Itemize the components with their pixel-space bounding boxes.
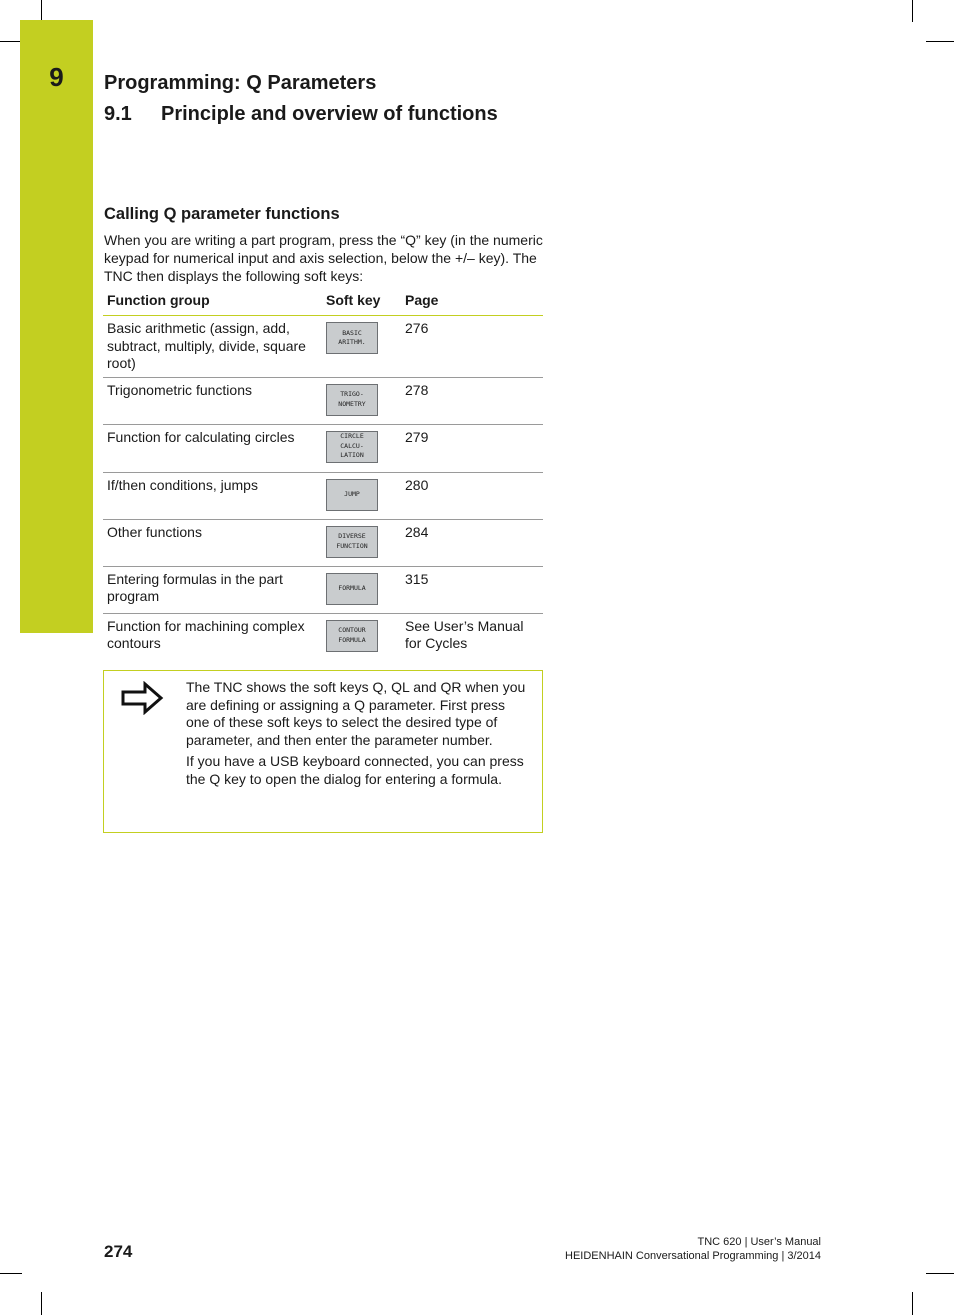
- softkey-cell: [322, 377, 401, 424]
- note-box: [103, 670, 543, 833]
- section-title: Principle and overview of functions: [161, 103, 498, 125]
- page-cell: See User’s Manual for Cycles: [405, 617, 524, 651]
- page-cell: 315: [401, 566, 543, 613]
- function-cell: Trigonometric functions: [103, 377, 322, 424]
- softkey-diverse-function: DIVERSE FUNCTION: [326, 526, 378, 558]
- subsection-heading: Calling Q parameter functions: [104, 205, 340, 223]
- note-paragraph: The TNC shows the soft keys Q, QL and QR when you are defining or assigning a Q parameter. First press one of these soft keys to select the desired type of parameter, and then enter the parameter number.: [186, 679, 526, 748]
- softkey-jump: JUMP: [326, 479, 378, 511]
- crop-mark: [912, 1292, 913, 1315]
- softkey-cell: [322, 316, 401, 378]
- function-cell: Entering formulas in the part program: [103, 566, 322, 613]
- page-cell: 280: [401, 472, 543, 519]
- function-cell: Function for calculating circles: [103, 424, 322, 472]
- function-cell: Basic arithmetic (assign, add, subtract, multiply, divide, square root): [103, 316, 322, 378]
- page-cell: 279: [401, 424, 543, 472]
- crop-mark: [41, 1292, 42, 1315]
- note-paragraph: If you have a USB keyboard connected, you can press the Q key to open the dialog for entering a formula.: [186, 753, 524, 787]
- table-row: [103, 519, 543, 566]
- column-header-softkey: Soft key: [322, 290, 401, 316]
- table-row: [103, 424, 543, 472]
- function-cell: If/then conditions, jumps: [103, 472, 322, 519]
- crop-mark: [926, 41, 954, 42]
- softkey-contour-formula: CONTOUR FORMULA: [326, 620, 378, 652]
- page-number: 274: [104, 1242, 133, 1261]
- table-header-row: [103, 290, 543, 316]
- table-row: [103, 316, 543, 378]
- softkey-cell: [322, 613, 401, 660]
- chapter-side-bar: [20, 20, 93, 633]
- page-cell: 278: [401, 377, 543, 424]
- footer-product-line: HEIDENHAIN Conversational Programming | 3/2014: [565, 1249, 821, 1262]
- table-row: [103, 613, 543, 660]
- crop-mark: [0, 41, 22, 42]
- softkey-cell: [322, 472, 401, 519]
- softkey-formula: FORMULA: [326, 573, 378, 605]
- column-header-page: Page: [401, 290, 543, 316]
- footer-manual-line: TNC 620 | User’s Manual: [697, 1236, 821, 1248]
- chapter-title: Programming: Q Parameters: [104, 72, 377, 94]
- footer-info: [565, 1236, 821, 1263]
- softkey-basic-arithm: BASIC ARITHM.: [326, 322, 378, 354]
- function-table: [103, 290, 543, 660]
- softkey-trigonometry: TRIGO- NOMETRY: [326, 384, 378, 416]
- table-row: [103, 472, 543, 519]
- crop-mark: [926, 1273, 954, 1274]
- crop-mark: [41, 0, 42, 22]
- page-cell: 284: [401, 519, 543, 566]
- function-cell: Other functions: [103, 519, 322, 566]
- chapter-number: 9: [49, 62, 64, 92]
- column-header-function: Function group: [103, 290, 322, 316]
- intro-paragraph: When you are writing a part program, press the “Q” key (in the numeric keypad for numerical input and axis selection, below the +/– key). The TNC then displays the following soft keys:: [104, 232, 543, 284]
- function-cell: Function for machining complex contours: [107, 617, 305, 651]
- softkey-cell: [322, 566, 401, 613]
- softkey-cell: [322, 519, 401, 566]
- table-row: [103, 566, 543, 613]
- note-text: [186, 679, 526, 792]
- page-cell: 276: [401, 316, 543, 378]
- softkey-circle-calculation: CIRCLE CALCU- LATION: [326, 431, 378, 463]
- section-number: 9.1: [104, 103, 132, 125]
- table-row: [103, 377, 543, 424]
- crop-mark: [0, 1273, 22, 1274]
- softkey-cell: [322, 424, 401, 472]
- arrow-right-icon: [121, 681, 165, 720]
- crop-mark: [912, 0, 913, 22]
